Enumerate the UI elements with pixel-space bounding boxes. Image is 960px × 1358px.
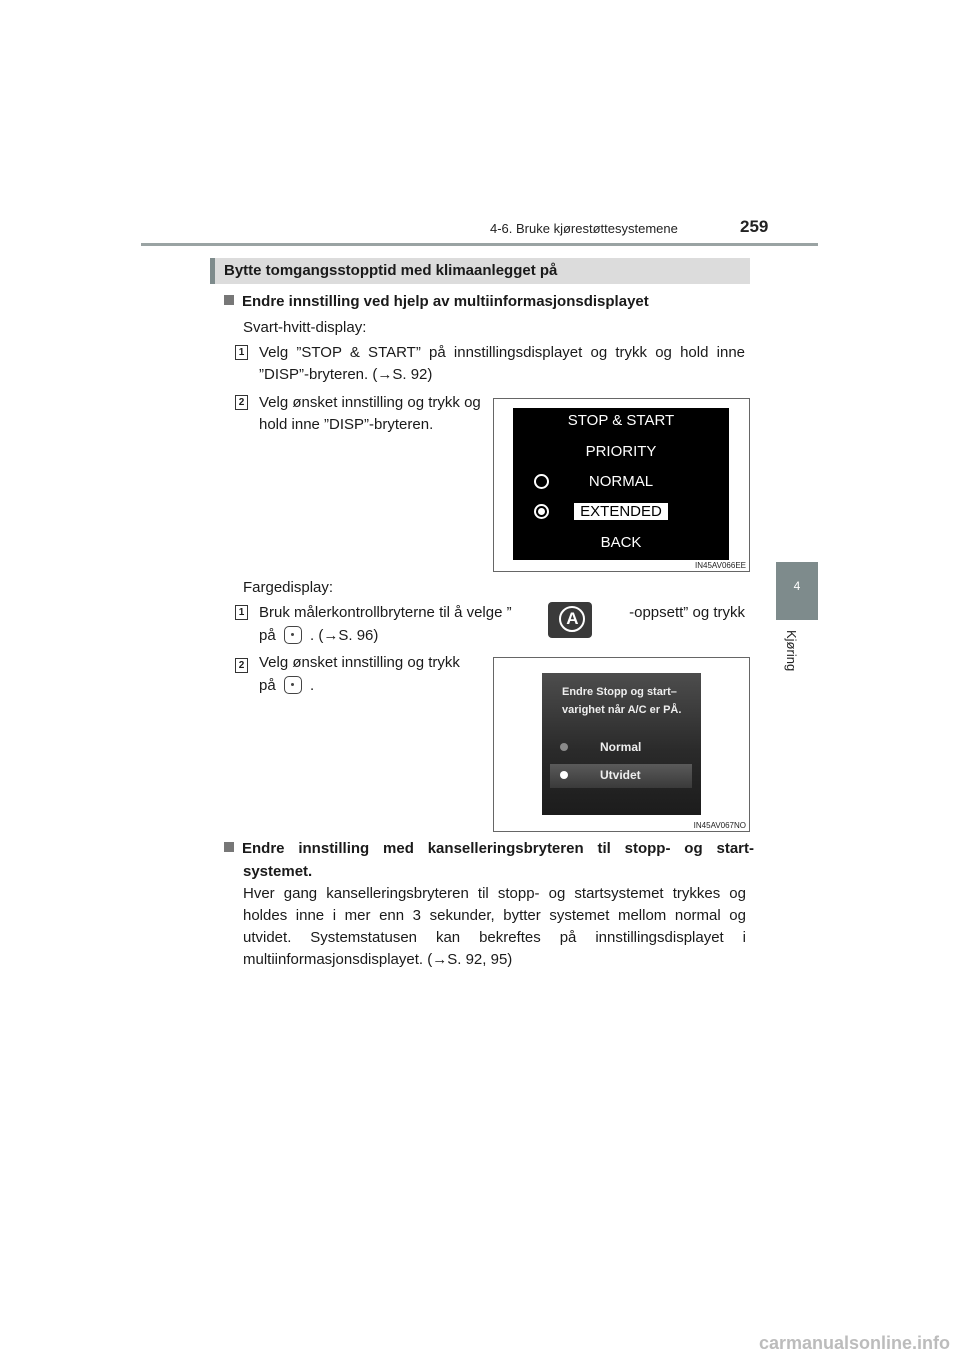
color-step2-text-c: . [310, 677, 315, 694]
bw-display-screen [513, 408, 729, 560]
block2-heading-line2: systemet. [243, 863, 313, 880]
enter-button-icon-2 [284, 676, 302, 694]
color-step1-text-a: Bruk målerkontrollbryterne til å velge ” [259, 604, 512, 621]
color-step1-text-d: . (→S. 96) [310, 627, 379, 644]
color-screen-title [562, 683, 681, 719]
color-step2-line1: Velg ønsket innstilling og trykk [259, 654, 460, 671]
color-step2-text-b: på [259, 677, 276, 694]
color-option-extended [550, 764, 692, 788]
color-display-figure [493, 657, 750, 832]
section-title-bar [210, 258, 750, 284]
color-step1-text-c: på [259, 627, 276, 644]
block2-heading-line1: Endre innstilling med kanselleringsbryteren til stopp- og start- [242, 840, 754, 857]
bw-step1-number: 1 [235, 345, 248, 360]
bw-display-label: Svart-hvitt-display: [243, 319, 367, 336]
color-step1-line2 [259, 625, 378, 647]
bw-option-extended: EXTENDED [574, 503, 668, 520]
color-display-label: Fargedisplay: [243, 579, 334, 596]
color-step1-number: 1 [235, 605, 248, 620]
bw-step2-number: 2 [235, 395, 248, 410]
running-header: 4-6. Bruke kjørestøttesystemene [490, 221, 678, 236]
assist-settings-icon [548, 602, 592, 638]
bw-option-normal: NORMAL [588, 473, 654, 490]
watermark: carmanualsonline.info [758, 1333, 950, 1353]
radio-normal-color-icon [560, 743, 568, 751]
enter-button-icon [284, 626, 302, 644]
chapter-tab: 4 [776, 562, 818, 620]
block2-heading [224, 837, 754, 883]
page-number: 259 [740, 217, 769, 236]
bw-screen-title: STOP & START [567, 412, 675, 429]
section-accent [210, 258, 215, 284]
bullet-square-icon [224, 295, 234, 305]
block1-heading-text: Endre innstilling ved hjelp av multiinformasjonsdisplayet [242, 293, 649, 310]
block2-body: Hver gang kanselleringsbryteren til stopp- og startsystemet trykkes og holdes inne i mer enn 3 sekunder, bytter systemet mellom normal og utvidet. Systemstatusen kan bekreftes på innstillingsdisplayet i multiinformasjonsdisplayet. (→S. 92, 95) [243, 885, 746, 968]
block1-heading [224, 290, 754, 313]
radio-extended-color-icon [560, 771, 568, 779]
section-title: Bytte tomgangsstopptid med klimaanlegget på [224, 262, 558, 279]
color-step2-line2 [259, 675, 314, 697]
chapter-label: Kjøring [784, 630, 799, 672]
bw-step1-text: Velg ”STOP & START” på innstillingsdisplayet og trykk og hold inne ”DISP”-bryteren. (→S. 92) [259, 344, 745, 383]
color-option-normal-label: Normal [600, 740, 642, 754]
color-screen-title-line2: varighet når A/C er PÅ. [562, 704, 682, 716]
bw-figure-code: IN45AV066EE [695, 561, 746, 570]
bw-screen-subtitle: PRIORITY [585, 443, 657, 460]
bw-step2-text: Velg ønsket innstilling og trykk og hold inne ”DISP”-bryteren. [259, 394, 481, 433]
header-rule [141, 243, 818, 246]
color-step2-number: 2 [235, 658, 248, 673]
bw-display-figure [493, 398, 750, 572]
bullet-square-icon-2 [224, 842, 234, 852]
color-option-extended-label: Utvidet [600, 768, 641, 782]
color-option-normal [550, 736, 692, 760]
color-display-screen [542, 673, 701, 815]
color-step1-text-b: -oppsett” og trykk [629, 604, 745, 621]
color-screen-title-line1: Endre Stopp og start– [562, 686, 677, 698]
color-figure-code: IN45AV067NO [693, 821, 746, 830]
assist-icon-letter: A [559, 606, 585, 632]
bw-screen-back: BACK [600, 534, 642, 551]
